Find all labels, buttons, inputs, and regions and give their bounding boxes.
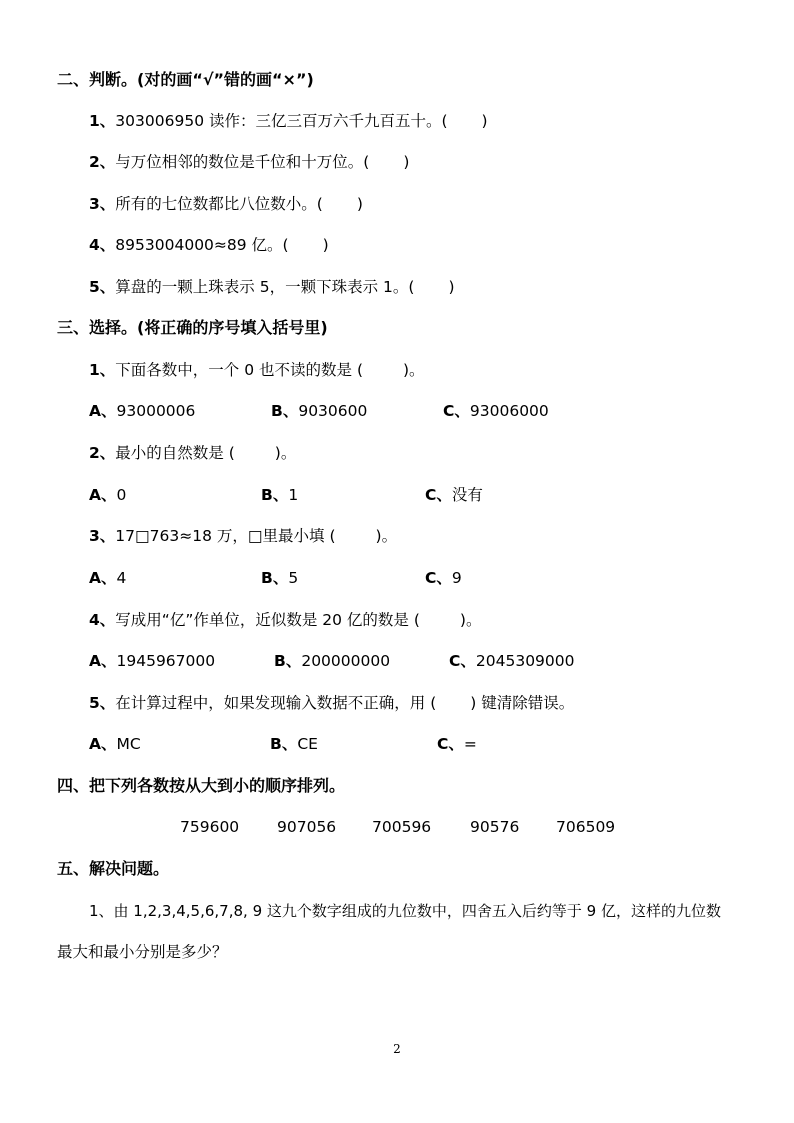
option-text: MC <box>116 735 141 753</box>
question-text: 在计算过程中，如果发现输入数据不正确，用 ( <box>115 694 437 712</box>
item-number: 4、 <box>89 236 116 254</box>
question-text: 写成用“亿”作单位，近似数是 20 亿的数是 ( <box>115 611 420 629</box>
question-close: )。 <box>403 361 425 379</box>
number-item: 700596 <box>372 818 432 836</box>
item-number: 3、 <box>89 195 116 213</box>
option-b <box>270 734 318 754</box>
question-text: 最小的自然数是 ( <box>115 444 235 462</box>
option-text: 93000006 <box>116 402 196 420</box>
option-text: 9030600 <box>298 402 368 420</box>
item-text: 算盘的一颗上珠表示 5，一颗下珠表示 1。( <box>115 278 415 296</box>
judge-item-3 <box>89 194 363 214</box>
option-a <box>89 651 215 671</box>
option-a <box>89 734 141 754</box>
problem-line-2: 最大和最小分别是多少？ <box>57 943 228 961</box>
item-number: 1、 <box>89 361 116 379</box>
item-number: 5、 <box>89 694 116 712</box>
judge-item-1 <box>89 111 488 131</box>
item-number: 1、 <box>89 112 116 130</box>
item-number: 2、 <box>89 153 116 171</box>
question-close: )。 <box>274 444 297 462</box>
option-letter: B、 <box>274 652 302 670</box>
option-letter: A、 <box>89 569 117 587</box>
question-text: 17□763≈18 万，□里最小填 ( <box>115 527 336 545</box>
option-c <box>425 485 483 505</box>
choice-question-5 <box>89 693 574 713</box>
section-heading-order: 四、把下列各数按从大到小的顺序排列。 <box>57 776 346 795</box>
option-b <box>274 651 390 671</box>
option-text: CE <box>297 735 318 753</box>
option-text: 4 <box>116 569 127 587</box>
question-close: ) 键清除错误。 <box>470 694 575 712</box>
option-text: 93006000 <box>469 402 549 420</box>
option-text: 0 <box>116 486 127 504</box>
number-item: 706509 <box>556 818 616 836</box>
item-number: 2、 <box>89 444 116 462</box>
option-b <box>271 401 367 421</box>
question-text: 下面各数中，一个 0 也不读的数是 ( <box>115 361 363 379</box>
option-text: 9 <box>451 569 462 587</box>
option-letter: C、 <box>443 402 470 420</box>
option-letter: C、 <box>449 652 476 670</box>
option-letter: B、 <box>261 486 289 504</box>
option-a <box>89 485 126 505</box>
question-close: )。 <box>375 527 398 545</box>
option-a <box>89 568 126 588</box>
option-c <box>425 568 462 588</box>
section-heading-judge: 二、判断。(对的画“√”错的画“×”) <box>57 70 314 89</box>
number-item: 90576 <box>470 818 520 836</box>
question-close: )。 <box>459 611 482 629</box>
choice-question-2 <box>89 443 296 463</box>
item-text: 所有的七位数都比八位数小。( <box>115 195 323 213</box>
judge-item-4 <box>89 235 329 255</box>
item-number: 5、 <box>89 278 116 296</box>
option-letter: A、 <box>89 486 117 504</box>
option-letter: C、 <box>425 569 452 587</box>
problem-line-1: 1、由 1,2,3,4,5,6,7,8, 9 这九个数字组成的九位数中，四舍五入后约等于 9 亿，这样的九位数 <box>89 902 721 920</box>
item-text: 303006950 读作：三亿三百万六千九百五十。( <box>115 112 448 130</box>
choice-question-3 <box>89 526 397 546</box>
option-text: 1 <box>288 486 299 504</box>
option-text: = <box>463 735 477 753</box>
item-close: ) <box>322 236 329 254</box>
option-letter: A、 <box>89 402 117 420</box>
item-text: 8953004000≈89 亿。( <box>115 236 289 254</box>
item-close: ) <box>403 153 410 171</box>
option-text: 200000000 <box>301 652 391 670</box>
item-text: 与万位相邻的数位是千位和十万位。( <box>115 153 370 171</box>
option-letter: B、 <box>271 402 299 420</box>
choice-question-1 <box>89 360 425 380</box>
option-letter: C、 <box>437 735 464 753</box>
option-text: 5 <box>288 569 299 587</box>
option-b <box>261 485 298 505</box>
option-text: 1945967000 <box>116 652 216 670</box>
option-a <box>89 401 195 421</box>
item-close: ) <box>481 112 488 130</box>
page-number: 2 <box>393 1042 401 1056</box>
option-text: 没有 <box>451 486 483 504</box>
section-heading-solve: 五、解决问题。 <box>57 859 170 878</box>
option-b <box>261 568 298 588</box>
choice-question-4 <box>89 610 481 630</box>
option-c <box>437 734 477 754</box>
section-heading-choice: 三、选择。(将正确的序号填入括号里) <box>57 318 328 337</box>
option-c <box>443 401 549 421</box>
option-letter: C、 <box>425 486 452 504</box>
judge-item-5 <box>89 277 455 297</box>
option-letter: A、 <box>89 652 117 670</box>
option-text: 2045309000 <box>475 652 575 670</box>
option-letter: A、 <box>89 735 117 753</box>
number-item: 759600 <box>180 818 240 836</box>
item-number: 4、 <box>89 611 116 629</box>
option-letter: B、 <box>261 569 289 587</box>
option-letter: B、 <box>270 735 298 753</box>
number-item: 907056 <box>277 818 337 836</box>
item-number: 3、 <box>89 527 116 545</box>
judge-item-2 <box>89 152 409 172</box>
item-close: ) <box>356 195 363 213</box>
option-c <box>449 651 575 671</box>
item-close: ) <box>448 278 455 296</box>
